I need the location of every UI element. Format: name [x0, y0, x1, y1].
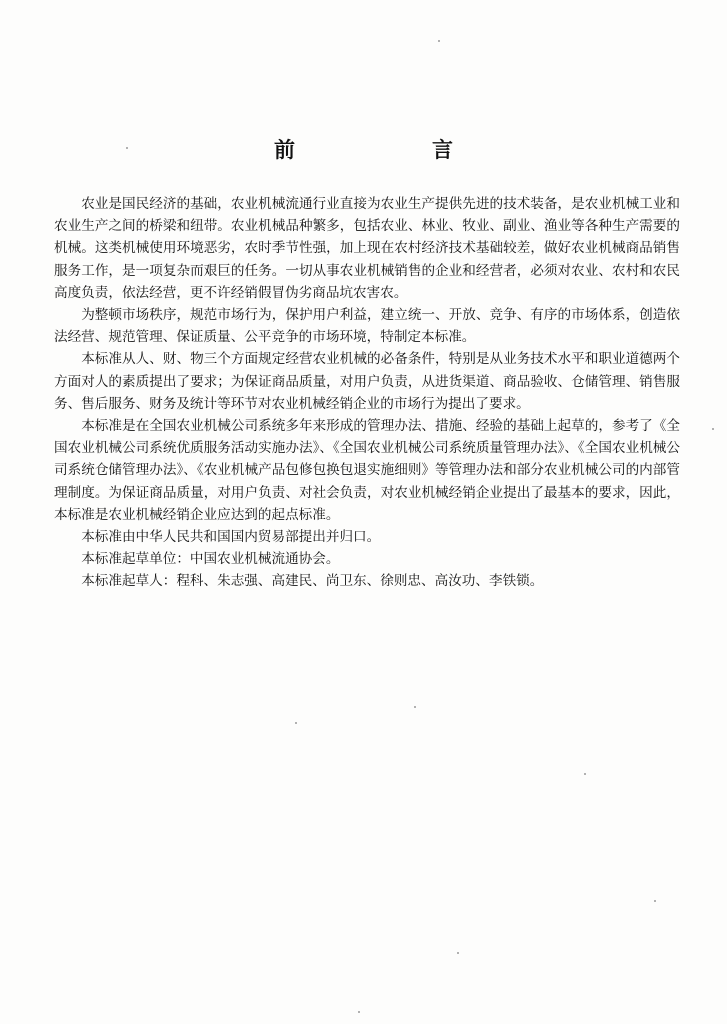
paragraph: 本标准从人、财、物三个方面规定经营农业机械的必备条件，特别是从业务技术水平和职业道德两个方面对人的素质提出了要求；为保证商品质量，对用户负责，从进货渠道、商品验收、仓储管理、销售服务、售后服务、财务及统计等环节对农业机械经销企业的市场行为提出了要求。 — [54, 351, 680, 412]
page-title: 前 言 — [274, 138, 511, 162]
scan-speck — [438, 40, 440, 42]
paragraph: 本标准起草人：程科、朱志强、高建民、尚卫东、徐则忠、高汝功、李铁锁。 — [81, 573, 544, 590]
scan-speck — [654, 900, 656, 902]
scan-speck — [358, 1011, 360, 1013]
body-text — [54, 193, 680, 593]
paragraph: 本标准起草单位：中国农业机械流通协会。 — [81, 551, 340, 568]
scan-speck — [712, 428, 714, 430]
scan-speck — [295, 722, 297, 724]
paragraph: 农业是国民经济的基础，农业机械流通行业直接为农业生产提供先进的技术装备，是农业机械工业和农业生产之间的桥梁和纽带。农业机械品种繁多，包括农业、林业、牧业、副业、渔业等各种生产需要的机械。这类机械使用环境恶劣，农时季节性强，加上现在农村经济技术基础较差，做好农业机械商品销售服务工作，是一项复杂而艰巨的任务。一切从事农业机械销售的企业和经营者，必须对农业、农村和农民高度负责，依法经营，更不许经销假冒伪劣商品坑农害农。 — [54, 196, 680, 301]
scan-speck — [584, 773, 586, 775]
scan-speck — [457, 952, 459, 954]
scan-speck — [414, 706, 416, 708]
paragraph: 本标准是在全国农业机械公司系统多年来形成的管理办法、措施、经验的基础上起草的，参考了《全国农业机械公司系统优质服务活动实施办法》、《全国农业机械公司系统质量管理办法》、《全国农业机械公司系统仓储管理办法》、《农业机械产品包修包换包退实施细则》等管理办法和部分农业机械公司的内部管理制度。为保证商品质量，对用户负责、对社会负责，对农业机械经销企业提出了最基本的要求，因此，本标准是农业机械经销企业应达到的起点标准。 — [54, 418, 680, 523]
paragraph: 本标准由中华人民共和国国内贸易部提出并归口。 — [81, 529, 381, 546]
paragraph: 为整顿市场秩序，规范市场行为，保护用户利益，建立统一、开放、竞争、有序的市场体系，创造依法经营、规范管理、保证质量、公平竞争的市场环境，特制定本标准。 — [54, 307, 680, 346]
scan-speck — [126, 147, 128, 149]
